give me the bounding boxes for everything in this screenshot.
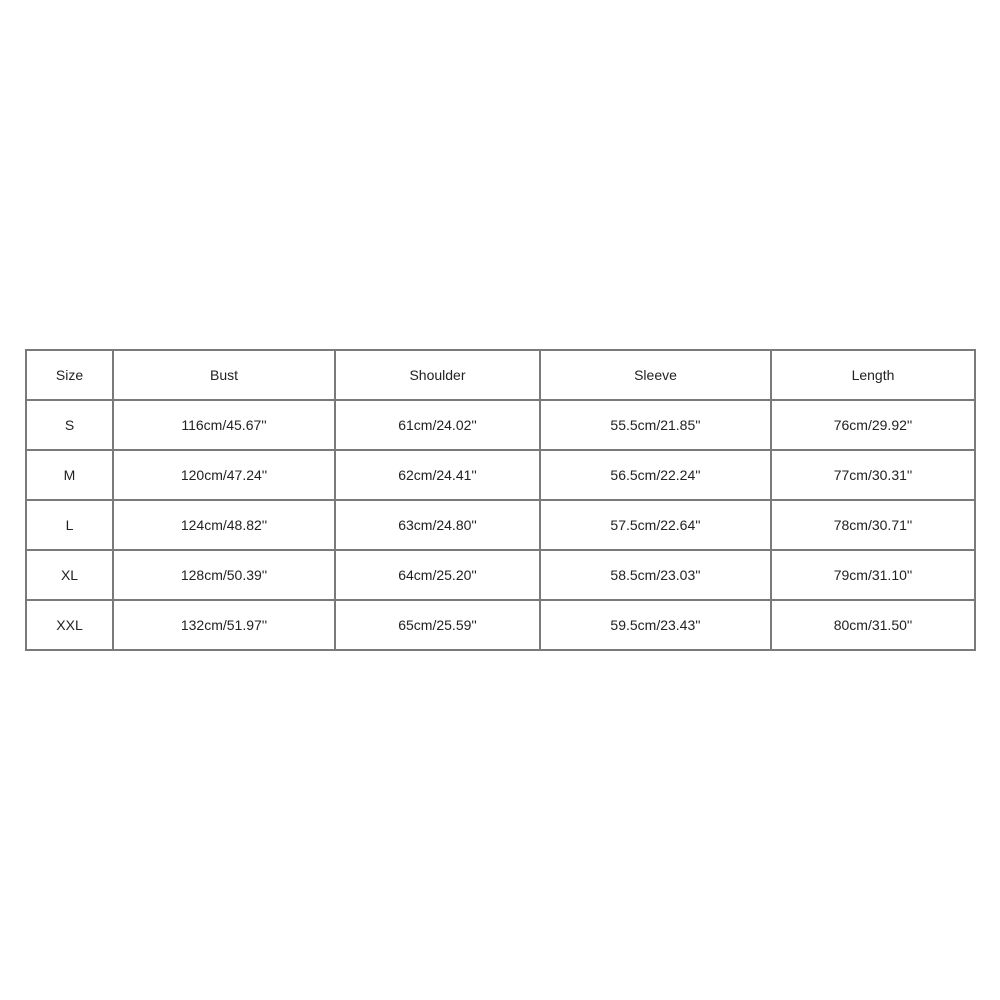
cell-sleeve: 56.5cm/22.24'' [540,450,771,500]
table-row [26,400,975,450]
header-row [26,350,975,400]
table-row [26,500,975,550]
cell-shoulder: 65cm/25.59'' [335,600,540,650]
cell-length: 80cm/31.50'' [771,600,975,650]
cell-shoulder: 61cm/24.02'' [335,400,540,450]
cell-bust: 128cm/50.39'' [113,550,335,600]
cell-shoulder: 64cm/25.20'' [335,550,540,600]
cell-shoulder: 63cm/24.80'' [335,500,540,550]
cell-bust: 124cm/48.82'' [113,500,335,550]
cell-size: XL [26,550,113,600]
cell-sleeve: 58.5cm/23.03'' [540,550,771,600]
cell-length: 76cm/29.92'' [771,400,975,450]
header-bust: Bust [113,350,335,400]
cell-sleeve: 59.5cm/23.43'' [540,600,771,650]
cell-length: 77cm/30.31'' [771,450,975,500]
cell-shoulder: 62cm/24.41'' [335,450,540,500]
header-length: Length [771,350,975,400]
cell-size: M [26,450,113,500]
header-size: Size [26,350,113,400]
cell-sleeve: 55.5cm/21.85'' [540,400,771,450]
cell-size: XXL [26,600,113,650]
cell-bust: 116cm/45.67'' [113,400,335,450]
header-shoulder: Shoulder [335,350,540,400]
cell-length: 79cm/31.10'' [771,550,975,600]
cell-bust: 132cm/51.97'' [113,600,335,650]
table-row [26,600,975,650]
table-row [26,550,975,600]
size-chart-table [25,349,976,651]
cell-length: 78cm/30.71'' [771,500,975,550]
cell-sleeve: 57.5cm/22.64'' [540,500,771,550]
table-row [26,450,975,500]
cell-bust: 120cm/47.24'' [113,450,335,500]
cell-size: S [26,400,113,450]
header-sleeve: Sleeve [540,350,771,400]
cell-size: L [26,500,113,550]
